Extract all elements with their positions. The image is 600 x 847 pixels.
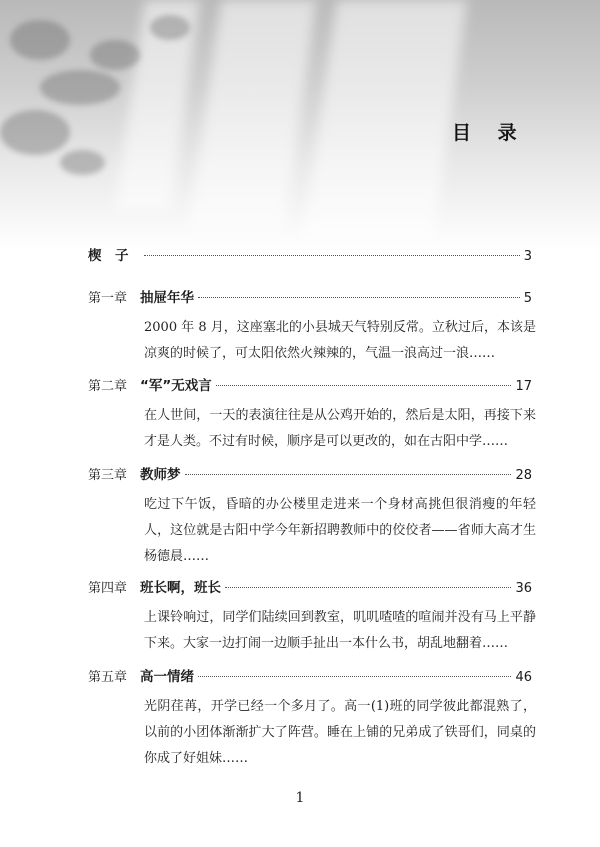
chapter-heading: 班长啊，班长 xyxy=(140,580,221,596)
chapter-summary: 在人世间，一天的表演往往是从公鸡开始的，然后是太阳，再接下来才是人类。不过有时候，顺序是可以更改的，如在古阳中学…… xyxy=(144,408,536,449)
page-number: 1 xyxy=(295,790,305,806)
leader-dots xyxy=(144,255,520,256)
chapter-heading: 高一情绪 xyxy=(140,669,194,685)
chapter-summary: 光阴荏苒，开学已经一个多月了。高一(1)班的同学彼此都混熟了，以前的小团体渐渐扩大了阵营。睡在上铺的兄弟成了铁哥们，同桌的你成了好姐妹…… xyxy=(144,699,536,766)
leader-dots xyxy=(185,474,512,475)
page-ref: 3 xyxy=(523,249,532,264)
toc-entry-chapter-2[interactable] xyxy=(88,375,532,397)
toc-entry-chapter-1[interactable] xyxy=(88,287,532,309)
toc-entry-chapter-5[interactable] xyxy=(88,666,532,688)
chapter-summary: 2000 年 8 月，这座塞北的小县城天气特别反常。立秋过后，本该是凉爽的时候了，可太阳依然火辣辣的，气温一浪高过一浪…… xyxy=(144,320,536,361)
chapter-heading: 抽屉年华 xyxy=(140,290,194,306)
page-ref: 46 xyxy=(515,670,532,685)
chapter-label: 第一章 xyxy=(88,291,128,306)
chapter-label: 楔 子 xyxy=(88,248,129,264)
chapter-heading: “军”无戏言 xyxy=(140,378,212,394)
chapter-summary: 吃过下午饭，昏暗的办公楼里走进来一个身材高挑但很消瘦的年轻人，这位就是古阳中学今年新招聘教师中的佼佼者——省师大高才生杨德晨…… xyxy=(144,497,536,564)
page-ref: 36 xyxy=(515,581,532,596)
chapter-label: 第五章 xyxy=(88,670,128,685)
leader-dots xyxy=(198,676,511,677)
page-ref: 5 xyxy=(523,291,532,306)
chapter-label: 第三章 xyxy=(88,468,128,483)
chapter-label: 第二章 xyxy=(88,379,128,394)
page-ref: 28 xyxy=(515,468,532,483)
toc-entry-prologue[interactable] xyxy=(88,245,532,267)
toc-entry-chapter-3[interactable] xyxy=(88,464,532,486)
page-title: 目 录 xyxy=(452,122,527,144)
page-ref: 17 xyxy=(515,379,532,394)
leader-dots xyxy=(216,385,512,386)
chapter-label: 第四章 xyxy=(88,581,128,596)
chapter-heading: 教师梦 xyxy=(140,467,181,483)
leader-dots xyxy=(225,587,511,588)
leader-dots xyxy=(198,297,520,298)
chapter-summary: 上课铃响过，同学们陆续回到教室，叽叽喳喳的喧闹并没有马上平静下来。大家一边打闹一边顺手扯出一本什么书，胡乱地翻着…… xyxy=(144,610,536,651)
toc-entry-chapter-4[interactable] xyxy=(88,577,532,599)
